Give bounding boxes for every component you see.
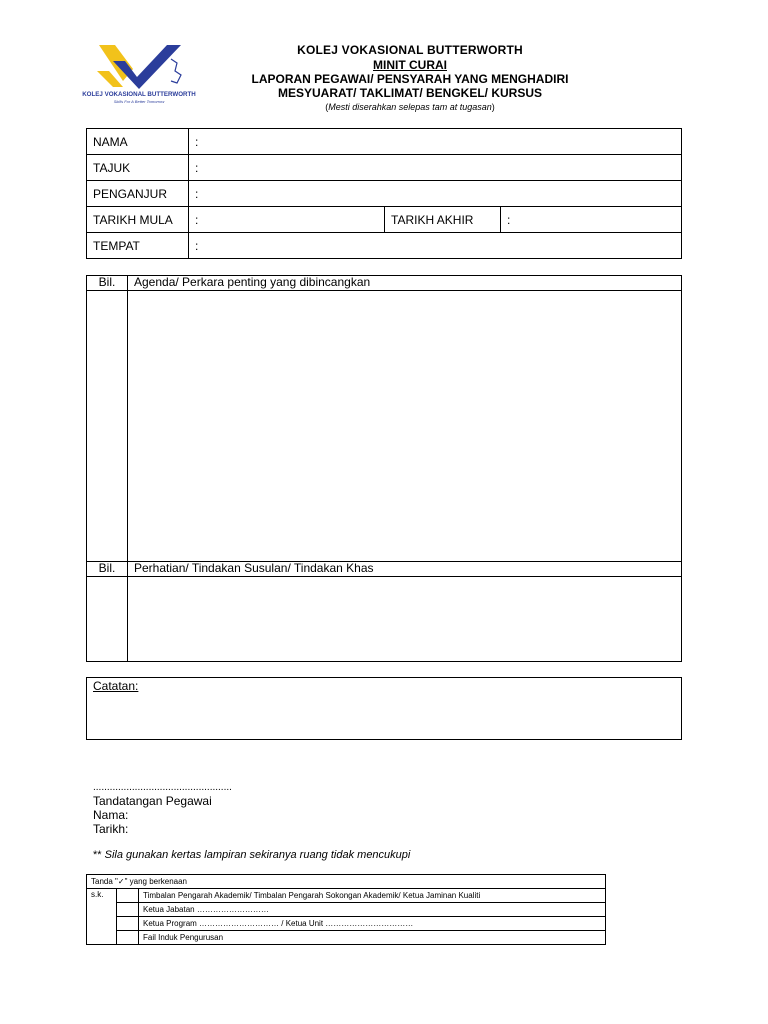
label-tarikh-akhir: TARIKH AKHIR xyxy=(385,207,501,233)
tindakan-content-cell[interactable] xyxy=(128,577,682,662)
agenda-bil-cell[interactable] xyxy=(87,291,128,562)
sk-label: s.k. xyxy=(87,889,117,945)
label-tarikh-mula: TARIKH MULA xyxy=(87,207,189,233)
row-tempat xyxy=(87,233,682,259)
logo-gear-outline xyxy=(171,59,181,83)
signature-block xyxy=(93,782,232,836)
distribution-row-4 xyxy=(87,931,606,945)
distribution-checkbox-4[interactable] xyxy=(117,931,139,945)
distribution-item-4: Fail Induk Pengurusan xyxy=(139,931,606,945)
label-tajuk: TAJUK xyxy=(87,155,189,181)
distribution-item-1: Timbalan Pengarah Akademik/ Timbalan Pengarah Sokongan Akademik/ Ketua Jaminan Kualiti xyxy=(139,889,606,903)
distribution-checkbox-2[interactable] xyxy=(117,903,139,917)
form-title: MINIT CURAI xyxy=(373,58,447,72)
distribution-row-2 xyxy=(87,903,606,917)
form-header xyxy=(190,43,630,114)
field-tarikh-mula[interactable]: : xyxy=(189,207,385,233)
distribution-checkbox-1[interactable] xyxy=(117,889,139,903)
agenda-content-cell[interactable] xyxy=(128,291,682,562)
signature-tarikh: Tarikh: xyxy=(93,822,129,836)
row-penganjur xyxy=(87,181,682,207)
signature-line: .................................................. xyxy=(93,782,232,793)
tindakan-bil-header: Bil. xyxy=(87,562,128,577)
distribution-table xyxy=(86,874,606,945)
field-tajuk[interactable]: : xyxy=(189,155,682,181)
agenda-bil-header: Bil. xyxy=(87,276,128,291)
form-subtitle-1: LAPORAN PEGAWAI/ PENSYARAH YANG MENGHADIRI xyxy=(251,72,569,86)
distribution-checkbox-3[interactable] xyxy=(117,917,139,931)
label-nama: NAMA xyxy=(87,129,189,155)
logo-blue-check xyxy=(113,45,181,89)
distribution-item-2: Ketua Jabatan ……………………… xyxy=(139,903,606,917)
tindakan-body-row xyxy=(87,577,682,662)
agenda-header: Agenda/ Perkara penting yang dibincangkan xyxy=(128,276,682,291)
field-tarikh-akhir[interactable]: : xyxy=(501,207,682,233)
agenda-table xyxy=(86,275,682,662)
distribution-header: Tanda "✓" yang berkenaan xyxy=(87,875,606,889)
row-tajuk xyxy=(87,155,682,181)
note-close-paren: ) xyxy=(491,102,495,112)
signature-nama: Nama: xyxy=(93,808,129,822)
submission-note-text: Mesti diserahkan selepas tam at tugasan xyxy=(328,102,492,112)
distribution-item-3: Ketua Program ………………………… / Ketua Unit …………………………… xyxy=(139,917,606,931)
row-nama xyxy=(87,129,682,155)
row-tarikh xyxy=(87,207,682,233)
field-nama[interactable]: : xyxy=(189,129,682,155)
label-penganjur: PENGANJUR xyxy=(87,181,189,207)
signature-label: Tandatangan Pegawai xyxy=(93,794,212,808)
logo-tagline: Skills For A Better Tomorrow xyxy=(113,99,165,104)
catatan-label: Catatan: xyxy=(93,679,139,693)
field-tempat[interactable]: : xyxy=(189,233,682,259)
attachment-note xyxy=(93,849,410,861)
officer-info-table xyxy=(86,128,682,259)
label-tempat: TEMPAT xyxy=(87,233,189,259)
tindakan-header: Perhatian/ Tindakan Susulan/ Tindakan Khas xyxy=(128,562,682,577)
catatan-box[interactable] xyxy=(86,677,682,740)
field-penganjur[interactable]: : xyxy=(189,181,682,207)
tindakan-bil-cell[interactable] xyxy=(87,577,128,662)
agenda-body-row xyxy=(87,291,682,562)
submission-note xyxy=(190,100,630,114)
college-logo xyxy=(82,41,196,105)
college-title: KOLEJ VOKASIONAL BUTTERWORTH xyxy=(297,43,523,57)
note-open-paren: ( xyxy=(325,102,329,112)
logo-college-name: KOLEJ VOKASIONAL BUTTERWORTH xyxy=(82,91,196,98)
note-stars: ** xyxy=(93,849,102,861)
distribution-header-row xyxy=(87,875,606,889)
note-text: Sila gunakan kertas lampiran sekiranya ruang tidak mencukupi xyxy=(104,849,411,861)
form-subtitle-2: MESYUARAT/ TAKLIMAT/ BENGKEL/ KURSUS xyxy=(278,86,542,100)
distribution-row-3 xyxy=(87,917,606,931)
agenda-header-row xyxy=(87,276,682,291)
distribution-row-1 xyxy=(87,889,606,903)
tindakan-header-row xyxy=(87,562,682,577)
